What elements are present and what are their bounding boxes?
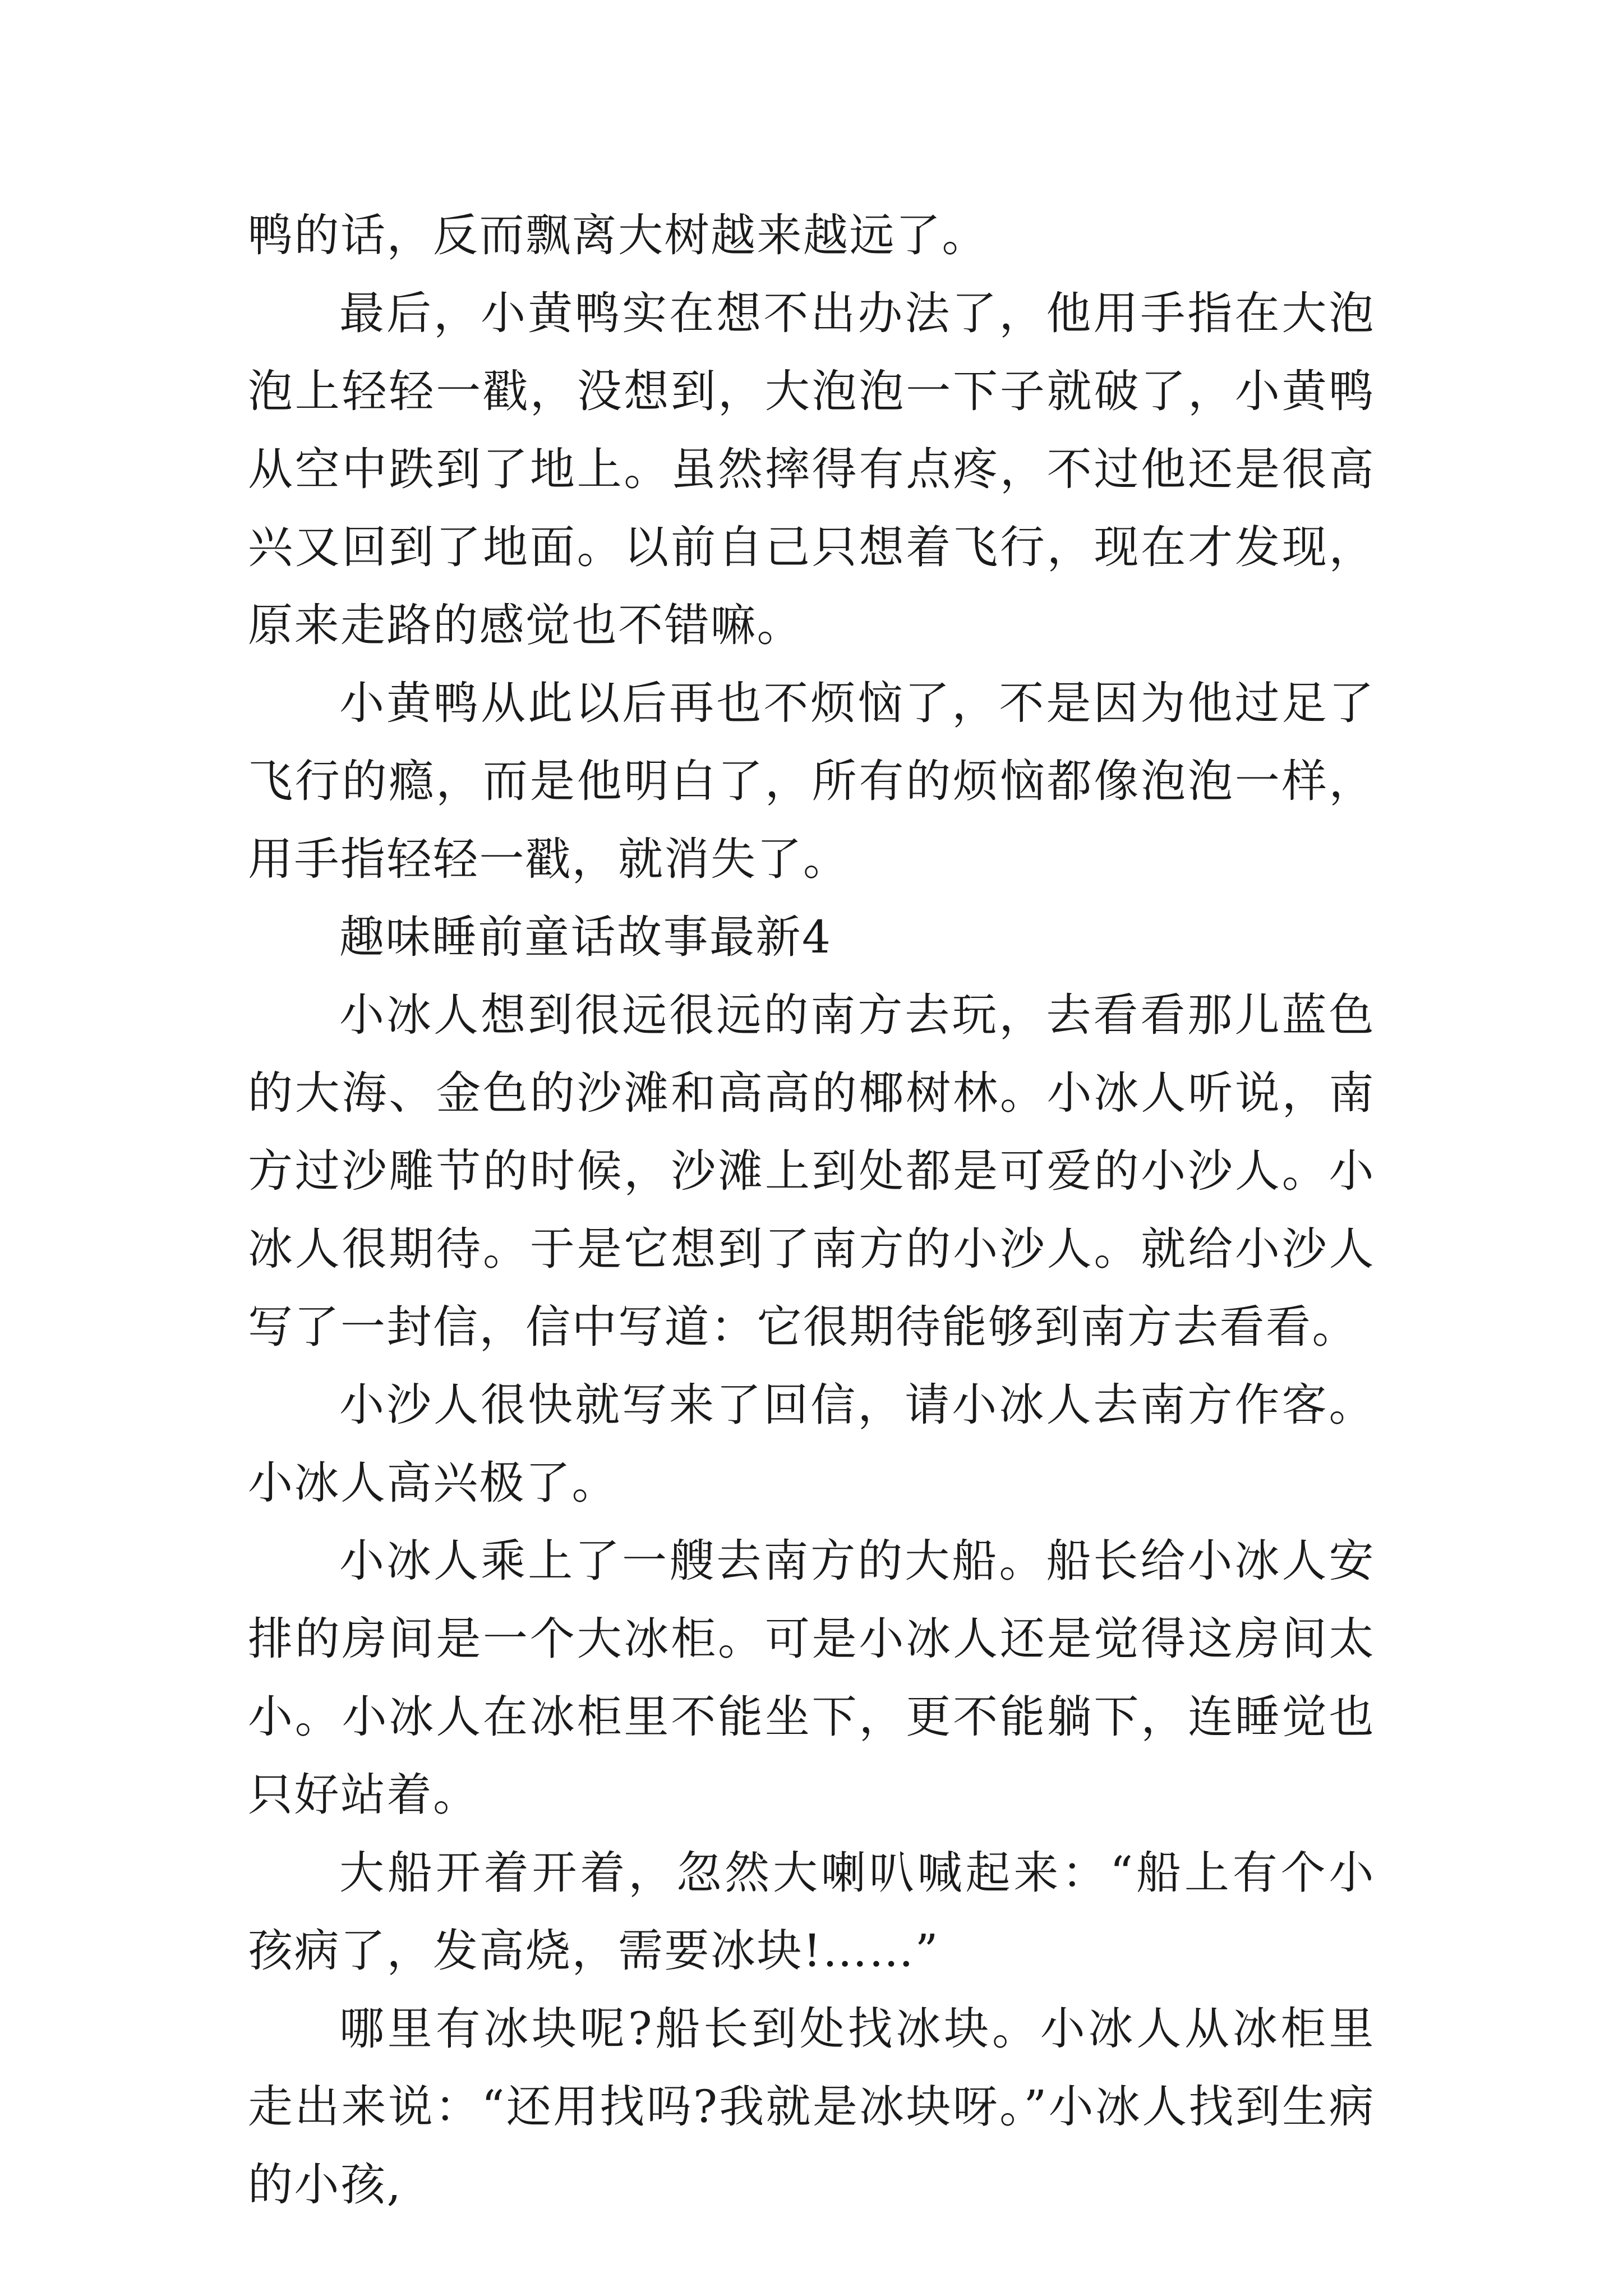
paragraph: 小冰人乘上了一艘去南方的大船。船长给小冰人安排的房间是一个大冰柜。可是小冰人还是觉得这房间太小。小冰人在冰柜里不能坐下，更不能躺下，连睡觉也只好站着。 [248, 1535, 1375, 1821]
paragraph-continuation: 鸭的话，反而飘离大树越来越远了。 [248, 209, 988, 261]
paragraph: 哪里有冰块呢?船长到处找冰块。小冰人从冰柜里走出来说：“还用找吗?我就是冰块呀。”小冰人找到生病的小孩, [248, 2003, 1375, 2211]
paragraph: 小黄鸭从此以后再也不烦恼了，不是因为他过足了飞行的瘾，而是他明白了，所有的烦恼都像泡泡一样，用手指轻轻一戳，就消失了。 [248, 677, 1375, 885]
document-body [248, 196, 1375, 2224]
paragraph: 小冰人想到很远很远的南方去玩，去看看那儿蓝色的大海、金色的沙滩和高高的椰树林。小冰人听说，南方过沙雕节的时候，沙滩上到处都是可爱的小沙人。小冰人很期待。于是它想到了南方的小沙人。就给小沙人写了一封信，信中写道：它很期待能够到南方去看看。 [248, 989, 1375, 1353]
paragraph: 大船开着开着，忽然大喇叭喊起来：“船上有个小孩病了，发高烧，需要冰块!……” [248, 1847, 1375, 1977]
paragraph: 小沙人很快就写来了回信，请小冰人去南方作客。小冰人高兴极了。 [248, 1379, 1375, 1509]
paragraph: 最后，小黄鸭实在想不出办法了，他用手指在大泡泡上轻轻一戳，没想到，大泡泡一下子就破了，小黄鸭从空中跌到了地上。虽然摔得有点疼，不过他还是很高兴又回到了地面。以前自己只想着飞行，现在才发现，原来走路的感觉也不错嘛。 [248, 287, 1375, 651]
story-heading: 趣味睡前童话故事最新4 [339, 911, 832, 963]
